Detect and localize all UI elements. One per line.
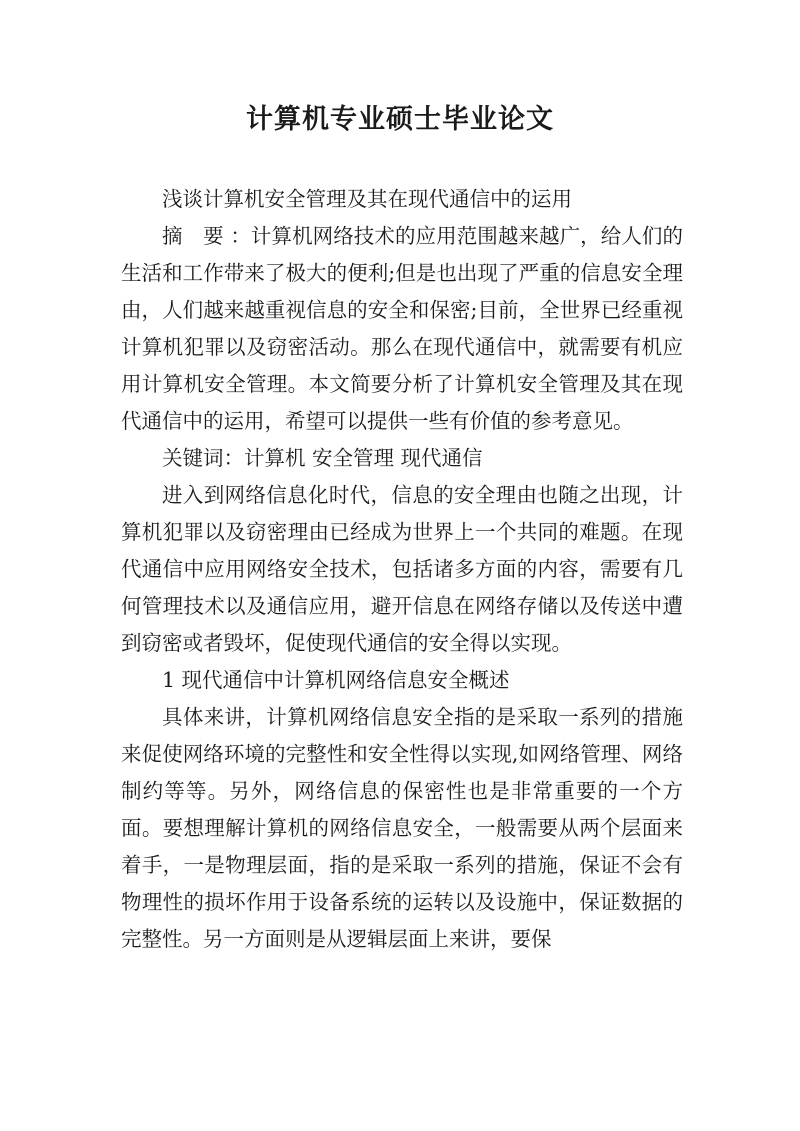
keywords-paragraph: 关键词：计算机 安全管理 现代通信 xyxy=(162,446,483,470)
abstract-paragraph: 摘 要 ：计算机网络技术的应用范围越来越广，给人们的生活和工作带来了极大的便利;但是也出现了严重的信息安全理由，人们越来越重视信息的安全和保密;目前，全世界已经重视计算机犯罪以及窃密活动。那么在现代通信中，就需要有机应用计算机安全管理。本文简要分析了计算机安全管理及其在现代通信中的运用，希望可以提供一些有价值的参考意见。 xyxy=(121,224,683,433)
document-body xyxy=(121,181,683,958)
body-paragraph: 具体来讲，计算机网络信息安全指的是采取一系列的措施来促使网络环境的完整性和安全性得以实现,如网络管理、网络制约等等。另外，网络信息的保密性也是非常重要的一个方面。要想理解计算机的网络信息安全，一般需要从两个层面来着手，一是物理层面，指的是采取一系列的措施，保证不会有物理性的损坏作用于设备系统的运转以及设施中，保证数据的完整性。另一方面则是从逻辑层面上来讲，要保 xyxy=(121,705,683,951)
section-heading: 1 现代通信中计算机网络信息安全概述 xyxy=(162,668,510,692)
article-title: 浅谈计算机安全管理及其在现代通信中的运用 xyxy=(162,187,572,211)
intro-paragraph: 进入到网络信息化时代，信息的安全理由也随之出现，计算机犯罪以及窃密理由已经成为世界上一个共同的难题。在现代通信中应用网络安全技术，包括诸多方面的内容，需要有几何管理技术以及通信应用，避开信息在网络存储以及传送中遭到窃密或者毁坏，促使现代通信的安全得以实现。 xyxy=(121,483,683,655)
document-title: 计算机专业硕士毕业论文 xyxy=(246,104,554,135)
